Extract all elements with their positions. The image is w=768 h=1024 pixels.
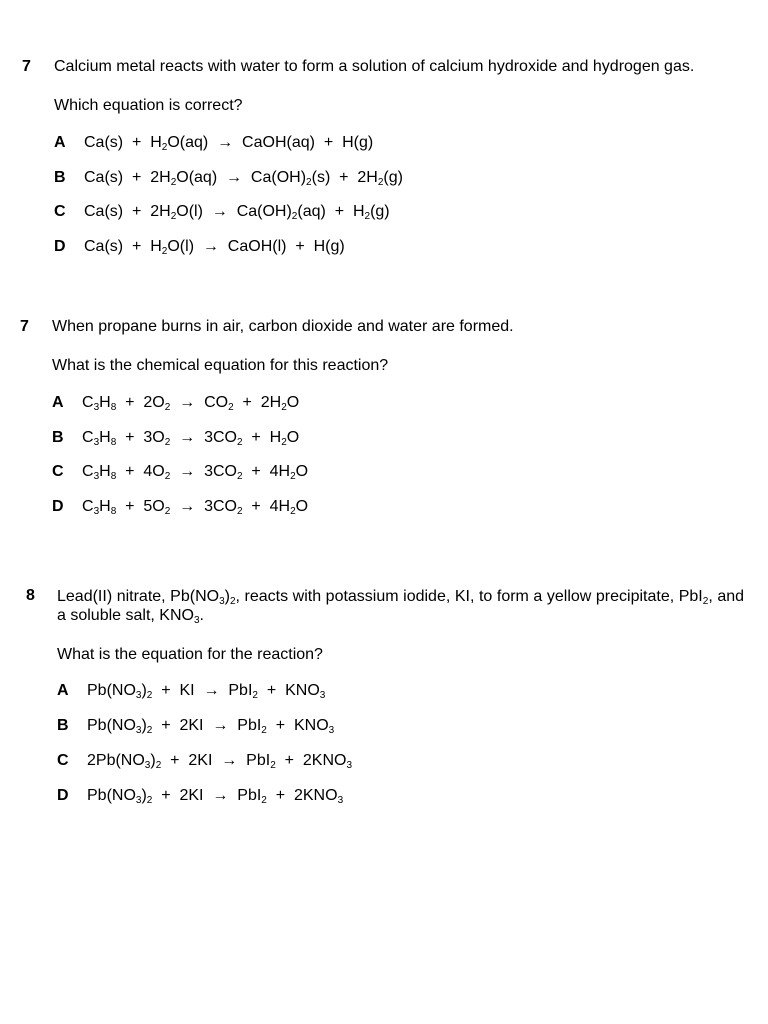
question-stem: Lead(II) nitrate, $Pb(NO_3)_2$, reacts with potassium iodide, KI, to form a yellow precipitate, PbI$_2$, and a soluble salt, $KNO_3$. — [57, 588, 745, 626]
question-prompt: What is the equation for the reaction? — [57, 646, 323, 663]
question-stem: When propane burns in air, carbon dioxide and water are formed. — [52, 318, 514, 335]
option-equation: $Ca(s) + H_2O(aq)$ → CaOH(aq) + H(g) — [84, 134, 374, 153]
question-stem: Calcium metal reacts with water to form a solution of calcium hydroxide and hydrogen gas. — [54, 58, 695, 75]
question-number: 7 — [20, 318, 29, 335]
option-letter: D — [54, 238, 66, 255]
option-equation: $Pb(NO_3)_2 + 2KI \to PbI_2 + KNO_3$ — [87, 717, 335, 736]
option-equation: $Ca(s) + 2H_2O(l) \to Ca(OH)_2(aq) + H_2(g)$ — [84, 203, 390, 222]
option-equation: $2Pb(NO_3)_2 + 2KI \to PbI_2 + 2KNO_3$ — [87, 752, 353, 771]
question-number: 8 — [26, 587, 35, 604]
option-letter: C — [52, 463, 64, 480]
option-letter: D — [52, 498, 64, 515]
option-equation: $Ca(s) + H_2O(l)$ → CaOH(l) + H(g) — [84, 238, 345, 257]
option-equation: $Pb(NO_3)_2 + 2KI \to PbI_2 + 2KNO_3$ — [87, 787, 344, 806]
question-prompt: What is the chemical equation for this reaction? — [52, 357, 389, 374]
option-equation: $C_3H_8 + 4O_2 \to 3CO_2 + 4H_2O$ — [82, 463, 309, 482]
option-letter: C — [54, 203, 66, 220]
option-equation: $Pb(NO_3)_2$ + KI → $PbI_2 + KNO_3$ — [87, 682, 326, 701]
option-equation: $C_3H_8 + 5O_2 \to 3CO_2 + 4H_2O$ — [82, 498, 309, 517]
option-letter: B — [54, 169, 66, 186]
option-letter: A — [52, 394, 64, 411]
option-letter: D — [57, 787, 69, 804]
option-equation: $Ca(s) + 2H_2O(aq) \to Ca(OH)_2(s) + 2H_2(g)$ — [84, 169, 403, 188]
question-prompt: Which equation is correct? — [54, 97, 243, 114]
option-letter: A — [57, 682, 69, 699]
question-number: 7 — [22, 58, 31, 75]
option-letter: B — [57, 717, 69, 734]
option-letter: A — [54, 134, 66, 151]
option-letter: B — [52, 429, 64, 446]
option-equation: $C_3H_8 + 2O_2 \to CO_2 + 2H_2O$ — [82, 394, 300, 413]
option-letter: C — [57, 752, 69, 769]
option-equation: $C_3H_8 + 3O_2 \to 3CO_2 + H_2O$ — [82, 429, 300, 448]
